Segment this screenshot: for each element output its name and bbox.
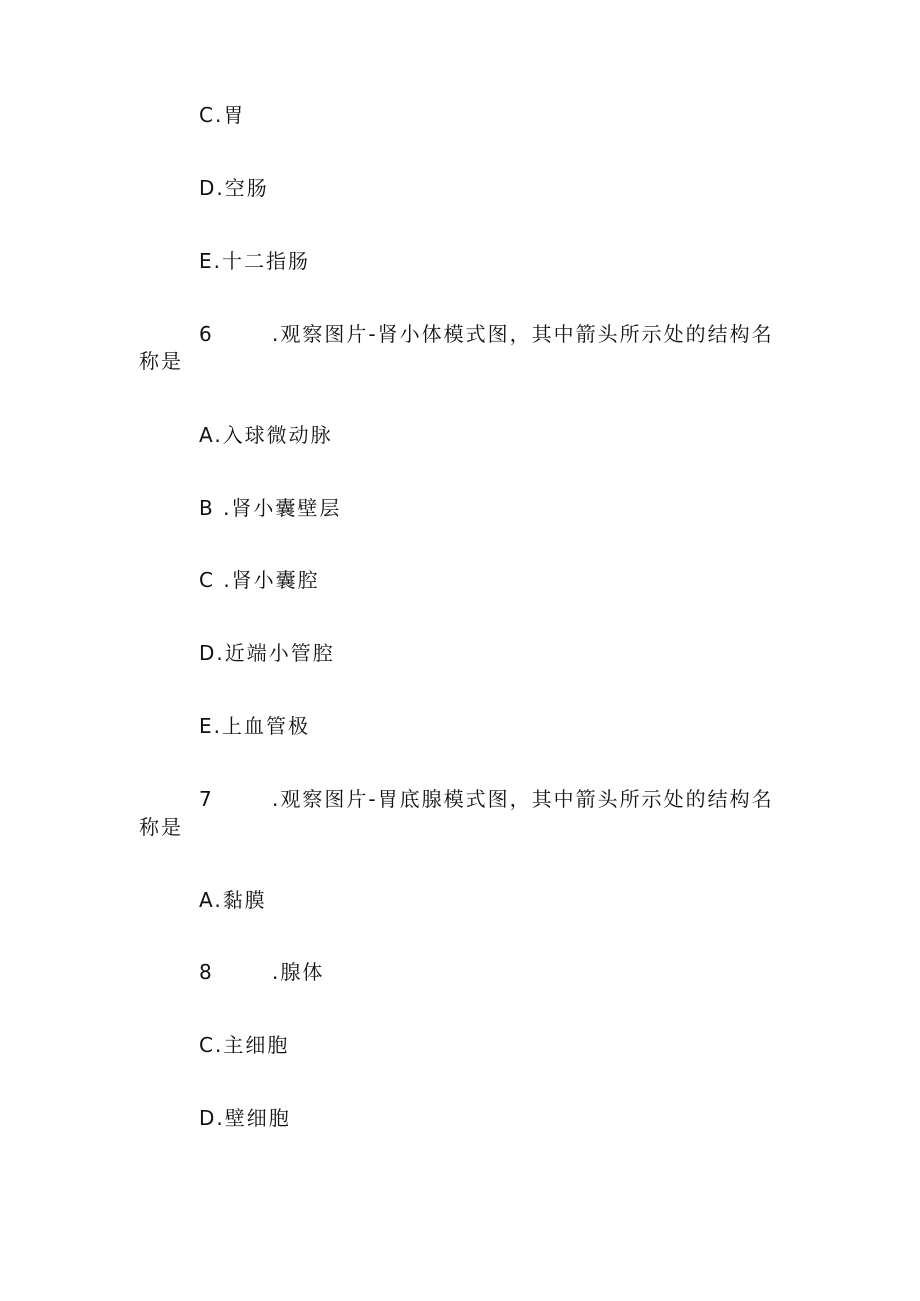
question-6-continuation: 称是 (139, 349, 183, 373)
q7-option-c: C.主细胞 (199, 1033, 290, 1057)
option-e-duodenum: E.十二指肠 (199, 249, 310, 273)
question-7-text: .观察图片-胃底腺模式图，其中箭头所示处的结构名 (272, 787, 774, 811)
q6-option-a: A.入球微动脉 (199, 423, 333, 447)
q6-option-c: C .肾小囊腔 (199, 568, 320, 592)
q6-option-b: B .肾小囊壁层 (199, 496, 342, 520)
option-c-stomach: C.胃 (199, 103, 246, 127)
question-7-number: 7 (199, 787, 212, 811)
q6-option-e: E.上血管极 (199, 714, 310, 738)
question-6-number: 6 (199, 322, 212, 346)
q7-option-d: D.壁细胞 (199, 1106, 291, 1130)
question-6-text: .观察图片-肾小体模式图，其中箭头所示处的结构名 (272, 322, 774, 346)
question-7-continuation: 称是 (139, 815, 183, 839)
item-8-number: 8 (199, 960, 212, 984)
q7-option-a: A.黏膜 (199, 888, 267, 912)
q6-option-d: D.近端小管腔 (199, 641, 335, 665)
option-d-jejunum: D.空肠 (199, 176, 269, 200)
item-8-text: .腺体 (272, 960, 325, 984)
